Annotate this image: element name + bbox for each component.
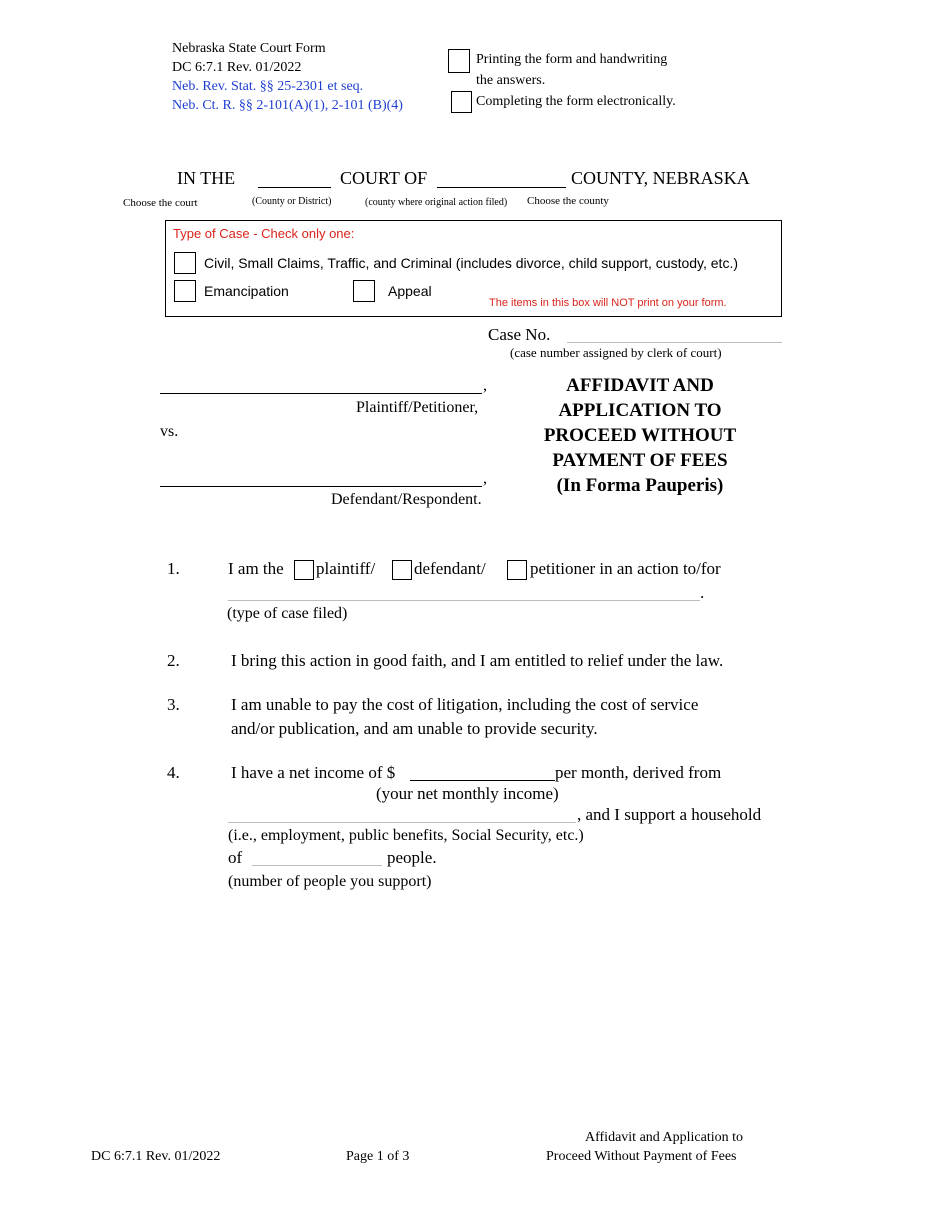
case-no-hint: (case number assigned by clerk of court) [510, 345, 722, 360]
item-4-text-b: per month, derived from [555, 763, 722, 782]
title-line-3: PROCEED WITHOUT [543, 425, 737, 446]
item-4-people-label: people. [387, 848, 437, 867]
household-size-hint: (number of people you support) [228, 873, 432, 890]
item-2-text: I bring this action in good faith, and I am entitled to relief under the law. [231, 651, 724, 670]
plaintiff-label: Plaintiff/Petitioner, [356, 399, 479, 416]
petitioner-option-label: petitioner in an action to/for [530, 559, 721, 578]
civil-case-label: Civil, Small Claims, Traffic, and Criminal (includes divorce, child support, custody, etc.) [204, 255, 738, 271]
civil-case-checkbox[interactable] [174, 252, 196, 274]
print-option-label-2: the answers. [476, 73, 546, 88]
form-id: DC 6:7.1 Rev. 01/2022 [172, 60, 302, 75]
county-field[interactable] [437, 187, 566, 188]
defendant-option-label: defendant/ [414, 559, 486, 578]
county-nebraska-label: COUNTY, NEBRASKA [571, 168, 750, 188]
item-2-number: 2. [167, 651, 180, 670]
plaintiff-option-label: plaintiff/ [316, 559, 376, 578]
item-1-text: I am the [228, 559, 284, 578]
income-source-field[interactable] [228, 822, 576, 823]
plaintiff-comma: , [483, 377, 487, 394]
electronic-option-label: Completing the form electronically. [476, 94, 676, 109]
item-1-period: . [700, 583, 705, 602]
rule-reference: Neb. Ct. R. §§ 2-101(A)(1), 2-101 (B)(4) [172, 98, 403, 113]
print-option-label: Printing the form and handwriting [476, 52, 668, 67]
versus-label: vs. [160, 423, 179, 440]
defendant-label: Defendant/Respondent. [331, 491, 482, 508]
item-4-number: 4. [167, 763, 180, 782]
item-3-text-line-2: and/or publication, and am unable to provide security. [231, 719, 598, 738]
case-no-field[interactable] [567, 342, 782, 343]
defendant-comma: , [483, 470, 487, 487]
court-of-label: COURT OF [340, 168, 428, 188]
petitioner-checkbox[interactable] [507, 560, 527, 580]
document-title [520, 373, 760, 498]
case-type-field[interactable] [228, 600, 700, 601]
form-name: Nebraska State Court Form [172, 41, 326, 56]
income-source-hint: (i.e., employment, public benefits, Social Security, etc.) [228, 827, 584, 844]
footer-title-line-1: Affidavit and Application to [585, 1130, 743, 1145]
item-3-text-line-1: I am unable to pay the cost of litigation, including the cost of service [231, 695, 699, 714]
item-1-number: 1. [167, 559, 180, 578]
county-hint: (county where original action filed) [365, 197, 508, 208]
item-4-of-label: of [228, 848, 243, 867]
defendant-checkbox[interactable] [392, 560, 412, 580]
title-line-4: PAYMENT OF FEES [552, 450, 728, 471]
title-line-5: (In Forma Pauperis) [556, 475, 724, 496]
case-type-heading: Type of Case - Check only one: [173, 226, 355, 241]
print-option-checkbox[interactable] [448, 49, 470, 73]
appeal-checkbox[interactable] [353, 280, 375, 302]
net-income-hint: (your net monthly income) [376, 784, 559, 803]
defendant-name-field[interactable] [160, 486, 482, 487]
footer-title-line-2: Proceed Without Payment of Fees [546, 1149, 737, 1164]
plaintiff-name-field[interactable] [160, 393, 482, 394]
choose-court-hint: Choose the court [123, 197, 198, 209]
case-type-box [165, 220, 782, 317]
choose-county-hint: Choose the county [527, 195, 609, 207]
in-the-label: IN THE [177, 168, 236, 188]
footer-page-number: Page 1 of 3 [346, 1149, 410, 1164]
title-line-1: AFFIDAVIT AND [566, 375, 714, 396]
item-4-text-a: I have a net income of $ [231, 763, 396, 782]
net-income-field[interactable] [410, 780, 555, 781]
footer-form-id: DC 6:7.1 Rev. 01/2022 [91, 1149, 221, 1164]
electronic-option-checkbox[interactable] [451, 91, 472, 113]
item-3-number: 3. [167, 695, 180, 714]
court-type-field[interactable] [258, 187, 331, 188]
appeal-label: Appeal [388, 283, 432, 299]
plaintiff-checkbox[interactable] [294, 560, 314, 580]
household-size-field[interactable] [252, 865, 382, 866]
emancipation-checkbox[interactable] [174, 280, 196, 302]
title-line-2: APPLICATION TO [558, 400, 722, 421]
item-4-text-c: , and I support a household [577, 805, 762, 824]
case-type-hint: (type of case filed) [227, 605, 348, 622]
emancipation-label: Emancipation [204, 283, 289, 299]
case-no-label: Case No. [488, 325, 551, 344]
print-note: The items in this box will NOT print on your form. [489, 297, 727, 309]
court-type-hint: (County or District) [252, 196, 332, 207]
statute-reference: Neb. Rev. Stat. §§ 25-2301 et seq. [172, 79, 364, 94]
